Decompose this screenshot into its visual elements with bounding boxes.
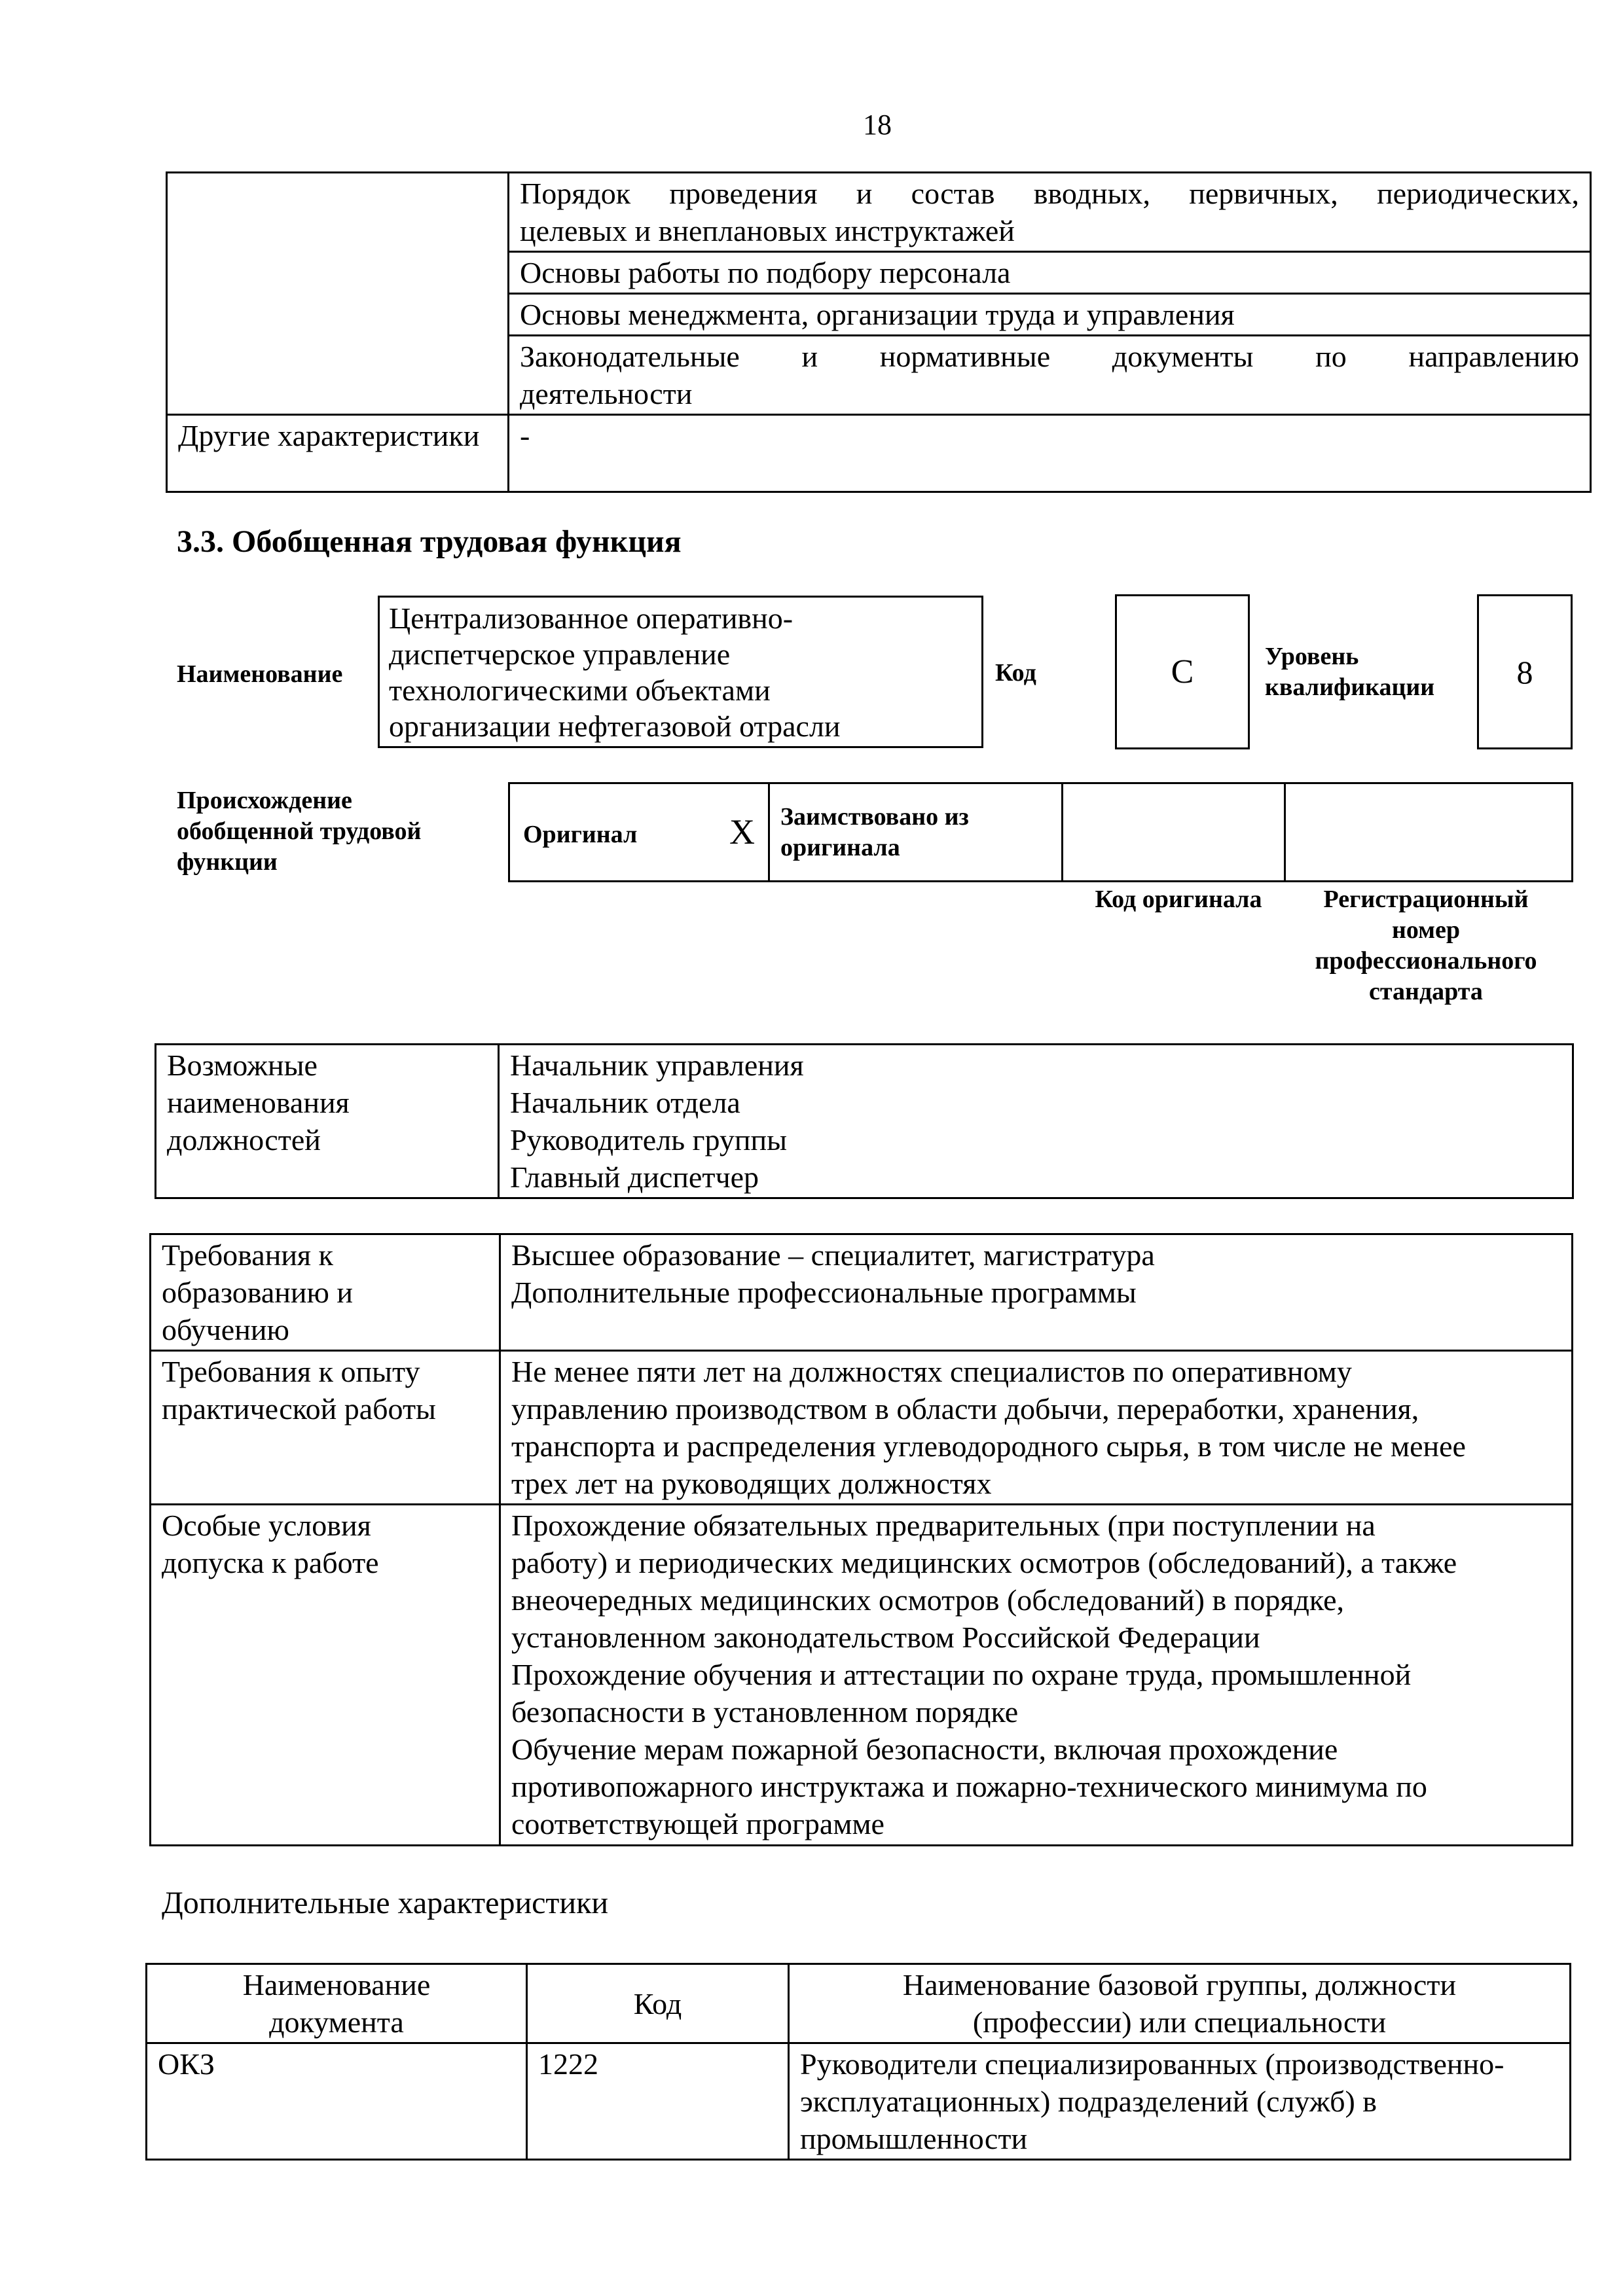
experience-requirements-value: Не менее пяти лет на должностях специалистов по оперативному управлению производством в области добычи, переработки, хранения, транспорта и распределения углеводородного сырья, в том числе не менее трех лет на руководящих должностях — [500, 1351, 1573, 1505]
position-item: Начальник управления — [510, 1049, 804, 1082]
additional-characteristics-table — [145, 1963, 1571, 2161]
original-code-caption: Код оригинала — [1095, 886, 1262, 913]
knowledge-row: Основы работы по подбору персонала — [509, 252, 1591, 294]
registration-number-cell — [1285, 783, 1573, 882]
knowledge-row: Основы менеджмента, организации труда и управления — [509, 294, 1591, 336]
positions-list — [499, 1045, 1573, 1198]
empty-label-cell — [167, 173, 509, 415]
origin-label: Происхождение обобщенной трудовой функции — [177, 787, 422, 876]
other-characteristics-value: - — [509, 415, 1591, 492]
education-requirements-label: Требования к образованию и обучению — [151, 1234, 500, 1351]
position-item: Начальник отдела — [510, 1086, 740, 1119]
knowledge-row: Законодательные и нормативные документы по направлению деятельности — [509, 336, 1591, 415]
name-label: Наименование — [177, 660, 343, 688]
qualification-level-label: Уровень квалификации — [1265, 643, 1435, 701]
positions-table — [155, 1043, 1574, 1199]
knowledge-row: Порядок проведения и состав вводных, первичных, периодических, целевых и внеплановых инструктажей — [509, 173, 1591, 252]
requirements-table — [149, 1233, 1573, 1846]
other-characteristics-label: Другие характеристики — [167, 415, 509, 492]
section-title: 3.3. Обобщенная трудовая функция — [177, 524, 682, 559]
header-document: Наименование документа — [147, 1964, 527, 2043]
row-group: Руководители специализированных (производственно- эксплуатационных) подразделений (служб) в промышленности — [789, 2043, 1571, 2160]
original-mark: X — [729, 812, 755, 852]
borrowed-cell: Заимствовано из оригинала — [769, 783, 1063, 882]
additional-characteristics-title: Дополнительные характеристики — [162, 1886, 609, 1920]
experience-requirements-label: Требования к опыту практической работы — [151, 1351, 500, 1505]
position-item: Руководитель группы — [510, 1123, 788, 1157]
qualification-level-value: 8 — [1516, 653, 1533, 691]
origin-table — [508, 782, 1573, 882]
knowledge-table — [166, 171, 1592, 493]
header-code: Код — [527, 1964, 789, 2043]
code-value: C — [1171, 653, 1194, 691]
original-code-cell — [1063, 783, 1285, 882]
registration-number-caption: Регистрационный номер профессионального стандарта — [1315, 886, 1537, 1005]
original-cell: Оригинал X — [509, 783, 769, 882]
position-item: Главный диспетчер — [510, 1160, 759, 1194]
qualification-level-box — [1477, 594, 1573, 749]
gtf-name-box: Централизованное оперативно- диспетчерское управление технологическими объектами организации нефтегазовой отрасли — [378, 596, 983, 748]
code-label: Код — [995, 659, 1036, 687]
row-code: 1222 — [527, 2043, 789, 2160]
admission-conditions-value: Прохождение обязательных предварительных (при поступлении на работу) и периодических медицинских осмотров (обследований), а также внеочередных медицинских осмотров (обследований) в порядке, установленном законодательством Российской Федерации Прохождение обучения и аттестации по охране труда, промышленной безопасности в установленном порядке Обучение мерам пожарной безопасности, включая прохождение противопожарного инструктажа и пожарно-технического минимума по соответствующей программе — [500, 1505, 1573, 1846]
positions-label: Возможные наименования должностей — [156, 1045, 499, 1198]
code-value-box — [1115, 594, 1250, 749]
education-requirements-value: Высшее образование – специалитет, магистратура Дополнительные профессиональные программы — [500, 1234, 1573, 1351]
row-document: ОКЗ — [147, 2043, 527, 2160]
header-group: Наименование базовой группы, должности (профессии) или специальности — [789, 1964, 1571, 2043]
admission-conditions-label: Особые условия допуска к работе — [151, 1505, 500, 1846]
page-number: 18 — [863, 109, 892, 141]
